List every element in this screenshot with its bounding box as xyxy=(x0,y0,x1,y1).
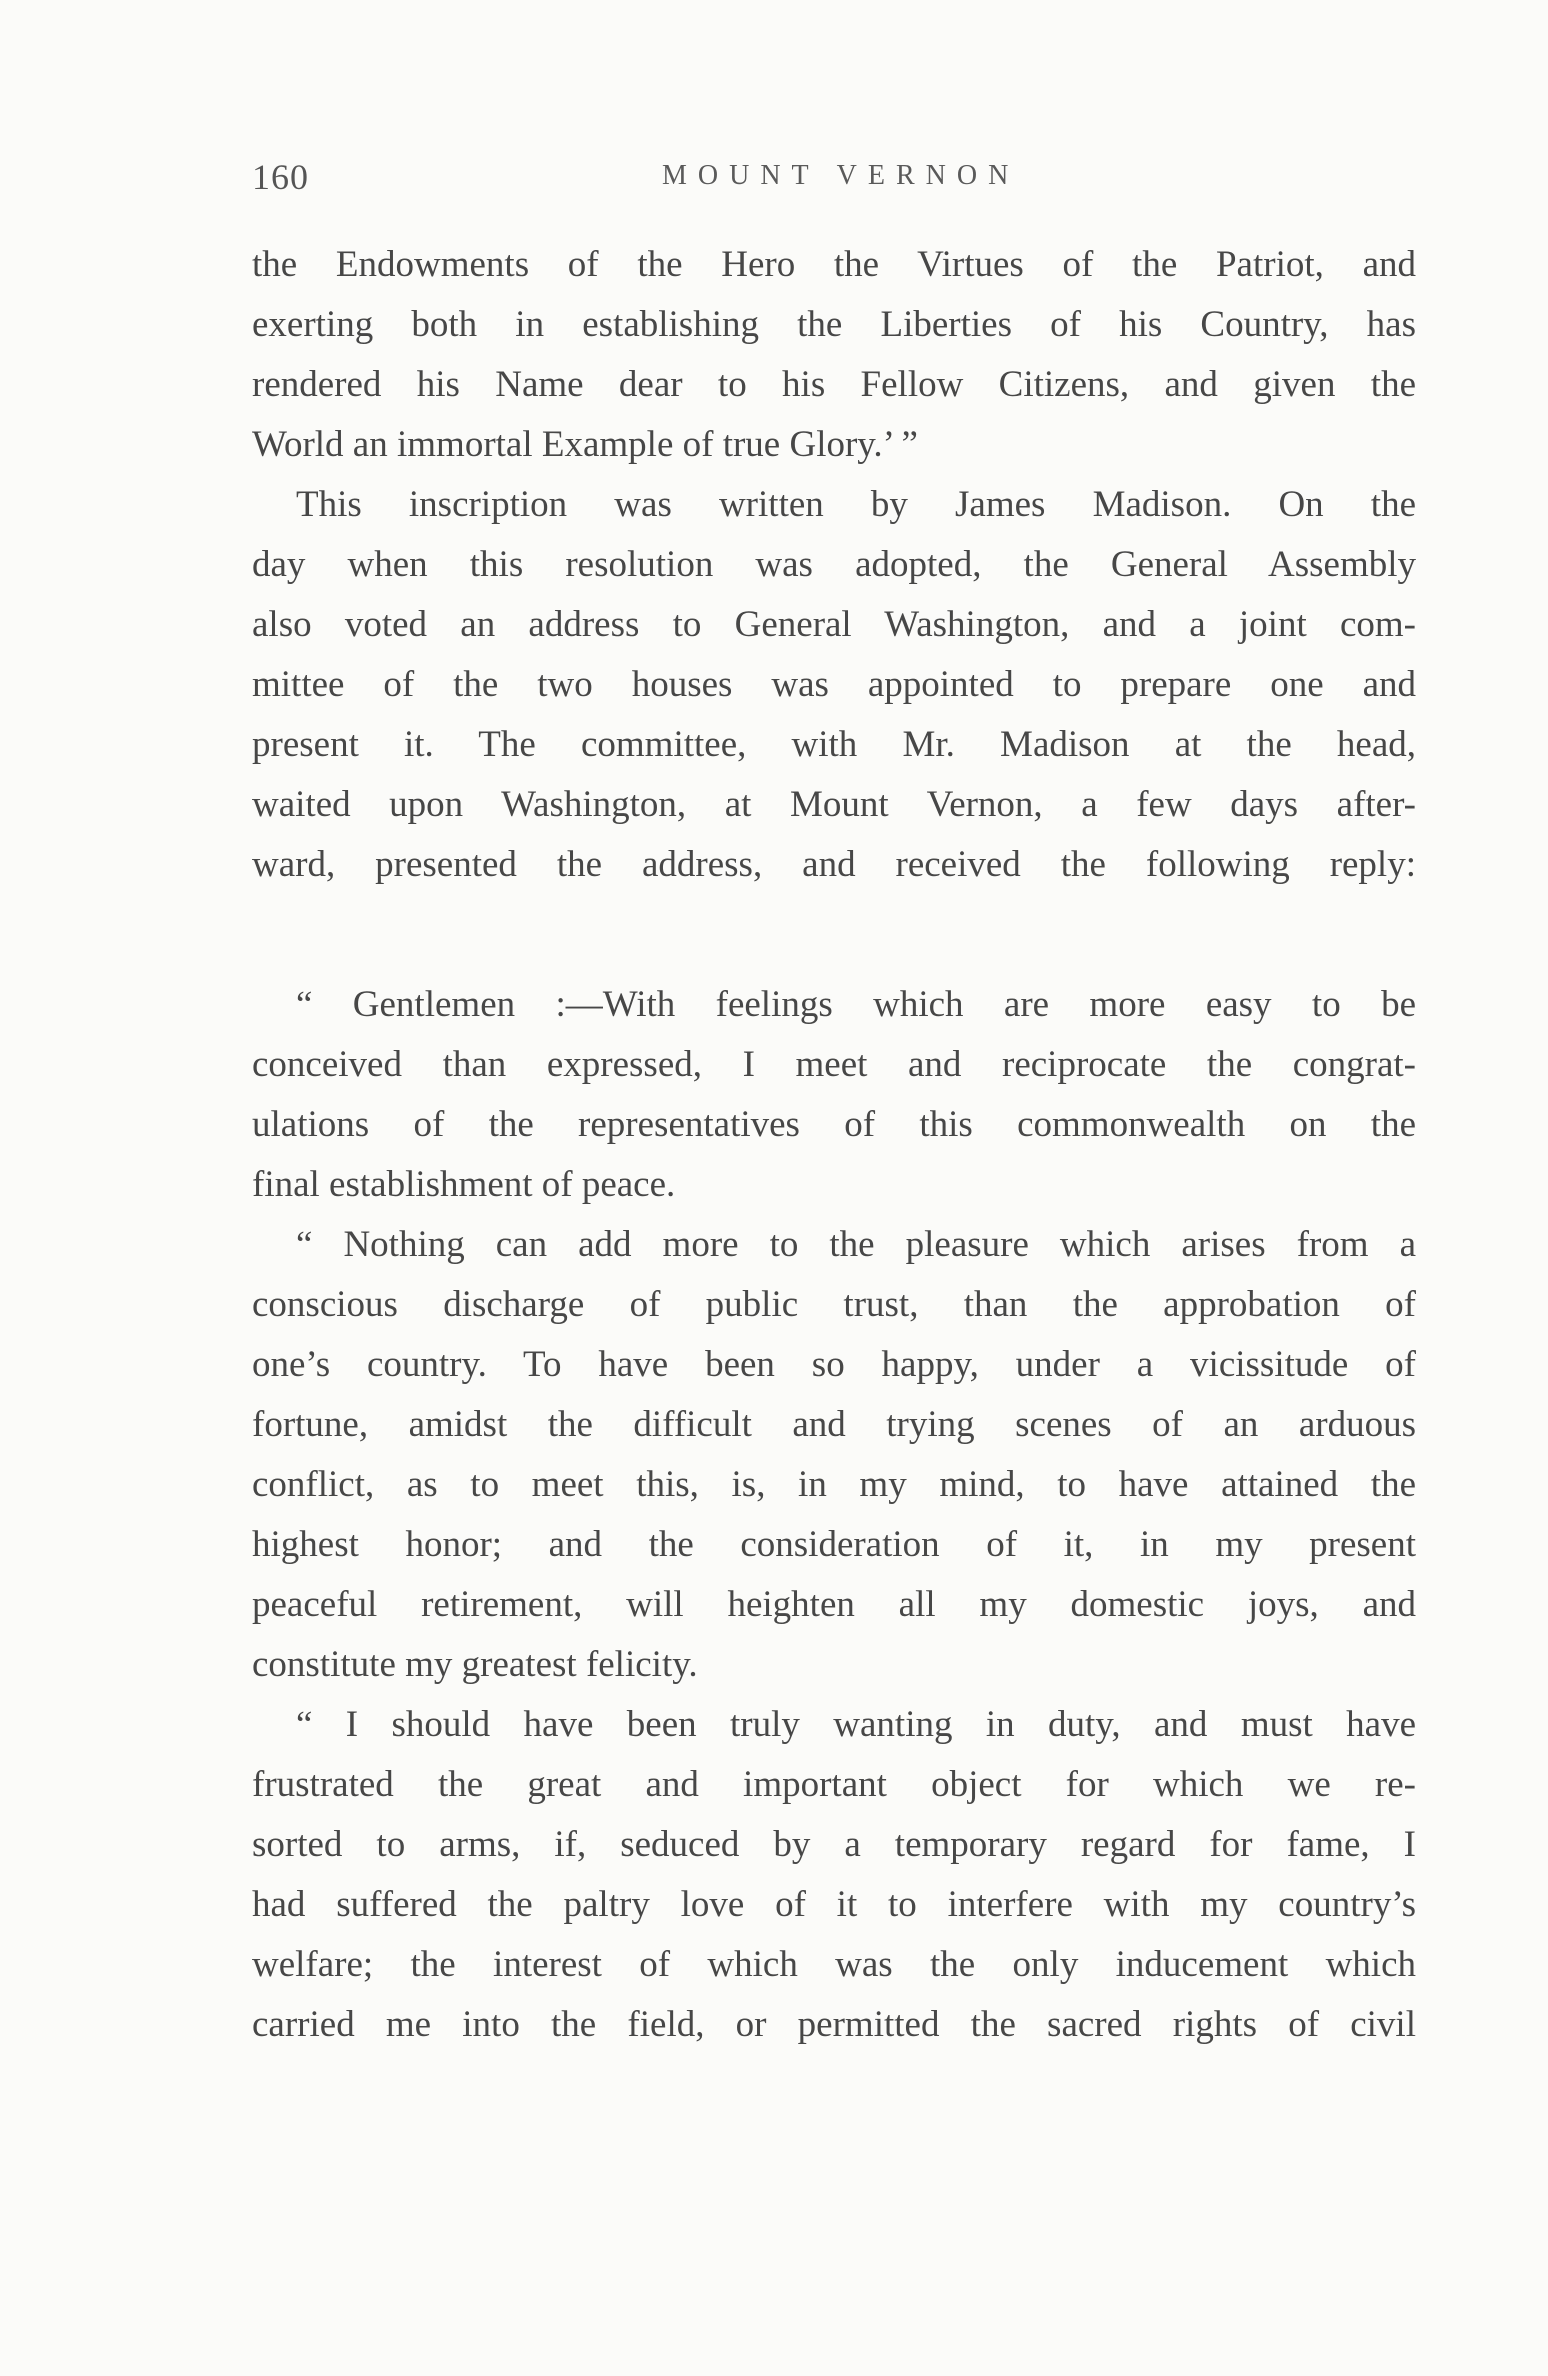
text-line: day when this resolution was adopted, the General Assembly xyxy=(252,544,1416,585)
text-line: had suffered the paltry love of it to interfere with my country’s xyxy=(252,1884,1416,1925)
text-line: frustrated the great and important object for which we re- xyxy=(252,1764,1416,1805)
text-line: constitute my greatest felicity. xyxy=(252,1644,698,1685)
text-line: final establishment of peace. xyxy=(252,1164,676,1205)
page-header xyxy=(252,156,1416,206)
text-line: ward, presented the address, and received the following reply: xyxy=(252,844,1416,885)
text-line: carried me into the field, or permitted the sacred rights of civil xyxy=(252,2004,1416,2045)
text-line: one’s country. To have been so happy, under a vicissitude of xyxy=(252,1344,1416,1385)
text-line: sorted to arms, if, seduced by a temporary regard for fame, I xyxy=(252,1824,1416,1865)
text-line: present it. The committee, with Mr. Madison at the head, xyxy=(252,724,1416,765)
text-line: “ Nothing can add more to the pleasure which arises from a xyxy=(296,1224,1416,1265)
text-line: waited upon Washington, at Mount Vernon, a few days after- xyxy=(252,784,1416,825)
running-head: MOUNT VERNON xyxy=(662,160,1020,191)
text-line: World an immortal Example of true Glory.’ ” xyxy=(252,424,918,465)
text-line: the Endowments of the Hero the Virtues of the Patriot, and xyxy=(252,244,1416,285)
text-line: also voted an address to General Washington, and a joint com- xyxy=(252,604,1416,645)
text-line: rendered his Name dear to his Fellow Citizens, and given the xyxy=(252,364,1416,405)
text-line: exerting both in establishing the Liberties of his Country, has xyxy=(252,304,1416,345)
text-line: conflict, as to meet this, is, in my mind, to have attained the xyxy=(252,1464,1416,1505)
text-line: “ Gentlemen :—With feelings which are more easy to be xyxy=(296,984,1416,1025)
text-line: “ I should have been truly wanting in duty, and must have xyxy=(296,1704,1416,1745)
text-line: conscious discharge of public trust, than the approbation of xyxy=(252,1284,1416,1325)
text-line: highest honor; and the consideration of it, in my present xyxy=(252,1524,1416,1565)
text-line: This inscription was written by James Madison. On the xyxy=(296,484,1416,525)
text-line: mittee of the two houses was appointed to prepare one and xyxy=(252,664,1416,705)
text-line: fortune, amidst the difficult and trying scenes of an arduous xyxy=(252,1404,1416,1445)
text-line: ulations of the representatives of this commonwealth on the xyxy=(252,1104,1416,1145)
text-line: welfare; the interest of which was the only inducement which xyxy=(252,1944,1416,1985)
text-line: peaceful retirement, will heighten all my domestic joys, and xyxy=(252,1584,1416,1625)
text-line: conceived than expressed, I meet and reciprocate the congrat- xyxy=(252,1044,1416,1085)
page-number: 160 xyxy=(252,157,309,197)
